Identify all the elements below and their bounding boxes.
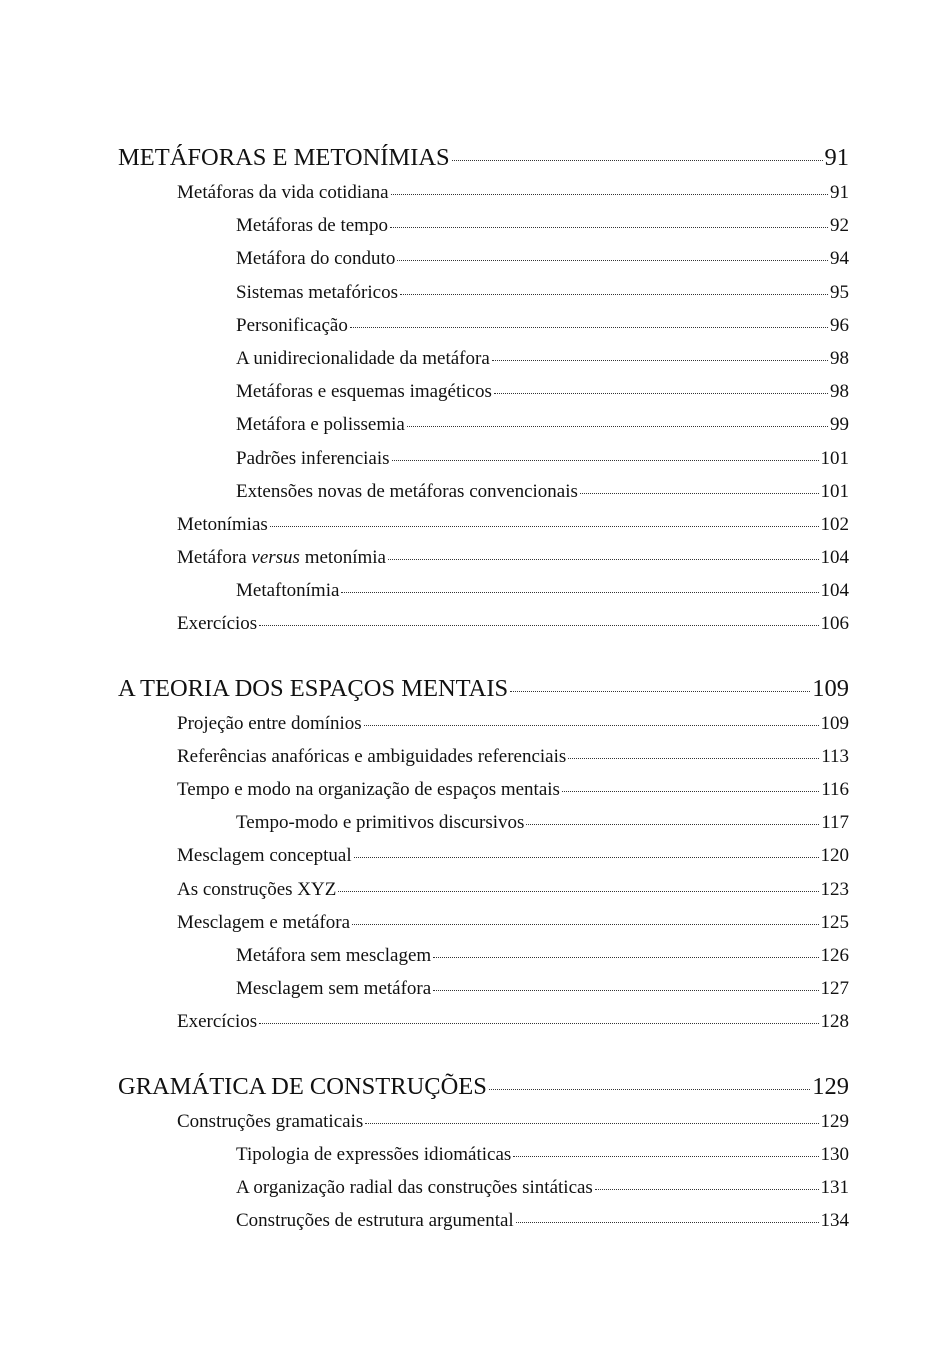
page-number: 131	[820, 1176, 849, 1198]
chapter-title: METÁFORAS E METONÍMIAS	[118, 144, 450, 171]
dot-leader	[526, 823, 819, 825]
toc-subsection-entry[interactable]	[118, 276, 849, 309]
entry-title: Sistemas metafóricos	[236, 281, 398, 303]
toc-section-entry[interactable]	[118, 1105, 849, 1138]
dot-leader	[390, 226, 828, 228]
entry-title: Metaftonímia	[236, 580, 340, 602]
dot-leader	[494, 392, 828, 394]
entry-title: Exercícios	[177, 1011, 258, 1033]
dot-leader	[433, 956, 818, 958]
page-number: 109	[820, 712, 849, 734]
dot-leader	[580, 492, 819, 494]
page-number: 134	[820, 1210, 849, 1232]
toc-subsection-entry[interactable]	[118, 209, 849, 242]
dot-leader	[562, 790, 819, 792]
dot-leader	[388, 558, 819, 560]
entry-title: Extensões novas de metáforas convencionais	[236, 480, 578, 502]
dot-leader	[270, 525, 819, 527]
toc-subsection-entry[interactable]	[118, 442, 849, 475]
page-number: 125	[820, 911, 849, 933]
dot-leader	[365, 1122, 818, 1124]
dot-leader	[352, 923, 818, 925]
entry-title: Metáfora do conduto	[236, 248, 396, 270]
toc-section-entry[interactable]	[118, 873, 849, 906]
page-number: 129	[820, 1110, 849, 1132]
toc-section-entry[interactable]	[118, 839, 849, 872]
page-number: 117	[821, 812, 849, 834]
page-number: 128	[820, 1011, 849, 1033]
dot-leader	[259, 1022, 818, 1024]
dot-leader	[397, 259, 828, 261]
page-number: 99	[830, 414, 849, 436]
page-number: 96	[830, 314, 849, 336]
toc-chapter	[118, 1069, 849, 1238]
entry-title: Mesclagem sem metáfora	[236, 978, 432, 1000]
dot-leader	[350, 326, 828, 328]
page-number: 106	[820, 613, 849, 635]
page-number: 104	[820, 580, 849, 602]
entry-title: Metonímias	[177, 513, 268, 535]
dot-leader	[510, 690, 810, 692]
toc-section-entry[interactable]	[118, 707, 849, 740]
entry-title: A unidirecionalidade da metáfora	[236, 347, 490, 369]
page-number: 130	[820, 1143, 849, 1165]
toc-chapter	[118, 671, 849, 1039]
toc-section-entry[interactable]	[118, 508, 849, 541]
page-number: 127	[820, 978, 849, 1000]
dot-leader	[513, 1155, 818, 1157]
entry-title: Construções de estrutura argumental	[236, 1210, 514, 1232]
page-number: 104	[820, 547, 849, 569]
entry-title-italic: versus	[251, 547, 300, 569]
toc-section-entry[interactable]	[118, 1005, 849, 1038]
toc-subsection-entry[interactable]	[118, 475, 849, 508]
toc-section-entry[interactable]	[118, 176, 849, 209]
dot-leader	[400, 293, 828, 295]
page-number: 91	[830, 182, 849, 203]
toc-subsection-entry[interactable]	[118, 1138, 849, 1171]
entry-title: Metáforas e esquemas imagéticos	[236, 381, 492, 403]
chapter-heading[interactable]	[118, 1069, 849, 1105]
page-number: 92	[830, 215, 849, 237]
entry-title: Metáforas da vida cotidiana	[177, 182, 389, 203]
dot-leader	[341, 591, 818, 593]
chapter-heading[interactable]	[118, 140, 849, 176]
entry-title	[177, 541, 386, 574]
page-number: 123	[820, 878, 849, 900]
entry-title: Referências anafóricas e ambiguidades referenciais	[177, 745, 567, 767]
dot-leader	[492, 359, 828, 361]
page-number: 98	[830, 347, 849, 369]
entry-title: A organização radial das construções sintáticas	[236, 1176, 593, 1198]
dot-leader	[259, 624, 818, 626]
page-number: 102	[820, 513, 849, 535]
entry-title: Tempo-modo e primitivos discursivos	[236, 812, 525, 834]
entry-title: As construções XYZ	[177, 878, 337, 900]
dot-leader	[516, 1221, 819, 1223]
toc-subsection-entry[interactable]	[118, 342, 849, 375]
page-number: 101	[820, 480, 849, 502]
toc-chapter	[118, 140, 849, 641]
dot-leader	[452, 159, 823, 161]
dot-leader	[364, 724, 819, 726]
toc-section-entry[interactable]	[118, 740, 849, 773]
dot-leader	[354, 856, 819, 858]
page-number: 98	[830, 381, 849, 403]
entry-title: Projeção entre domínios	[177, 712, 362, 734]
dot-leader	[391, 193, 828, 195]
toc-subsection-entry[interactable]	[118, 806, 849, 839]
entry-title: Tipologia de expressões idiomáticas	[236, 1143, 512, 1165]
page-number: 95	[830, 281, 849, 303]
entry-title: Mesclagem e metáfora	[177, 911, 351, 933]
page-number: 129	[812, 1072, 849, 1100]
page-number: 91	[824, 144, 849, 171]
toc-subsection-entry[interactable]	[118, 574, 849, 607]
toc-subsection-entry[interactable]	[118, 309, 849, 342]
dot-leader	[433, 989, 818, 991]
page-number: 94	[830, 248, 849, 270]
page-number: 101	[820, 447, 849, 469]
chapter-heading[interactable]	[118, 671, 849, 707]
toc-subsection-entry[interactable]	[118, 1204, 849, 1237]
toc-subsection-entry[interactable]	[118, 375, 849, 408]
toc-section-entry[interactable]	[118, 541, 849, 574]
page-number: 109	[812, 674, 849, 702]
entry-title: Metáfora e polissemia	[236, 414, 405, 436]
entry-title: Metáforas de tempo	[236, 215, 388, 237]
toc-subsection-entry[interactable]	[118, 1171, 849, 1204]
entry-title-part: Metáfora	[177, 547, 252, 569]
chapter-title: GRAMÁTICA DE CONSTRUÇÕES	[118, 1072, 487, 1100]
page-number: 126	[820, 944, 849, 966]
page-number: 113	[821, 745, 849, 767]
dot-leader	[392, 459, 819, 461]
entry-title-part: metonímia	[299, 547, 386, 569]
toc-subsection-entry[interactable]	[118, 939, 849, 972]
toc-subsection-entry[interactable]	[118, 408, 849, 441]
dot-leader	[568, 757, 819, 759]
toc-subsection-entry[interactable]	[118, 242, 849, 275]
dot-leader	[595, 1188, 819, 1190]
entry-title: Metáfora sem mesclagem	[236, 944, 432, 966]
toc-section-entry[interactable]	[118, 773, 849, 806]
entry-title: Padrões inferenciais	[236, 447, 390, 469]
table-of-contents	[118, 140, 849, 1237]
toc-section-entry[interactable]	[118, 906, 849, 939]
entry-title: Construções gramaticais	[177, 1110, 364, 1132]
toc-section-entry[interactable]	[118, 607, 849, 640]
page-number: 116	[821, 779, 849, 800]
entry-title: Tempo e modo na organização de espaços mentais	[177, 779, 560, 800]
entry-title: Personificação	[236, 314, 348, 336]
entry-title: Exercícios	[177, 613, 258, 635]
chapter-title: A TEORIA DOS ESPAÇOS MENTAIS	[118, 674, 509, 702]
dot-leader	[407, 425, 828, 427]
dot-leader	[489, 1088, 810, 1090]
dot-leader	[338, 890, 818, 892]
page-number: 120	[820, 845, 849, 867]
toc-subsection-entry[interactable]	[118, 972, 849, 1005]
entry-title: Mesclagem conceptual	[177, 845, 352, 867]
